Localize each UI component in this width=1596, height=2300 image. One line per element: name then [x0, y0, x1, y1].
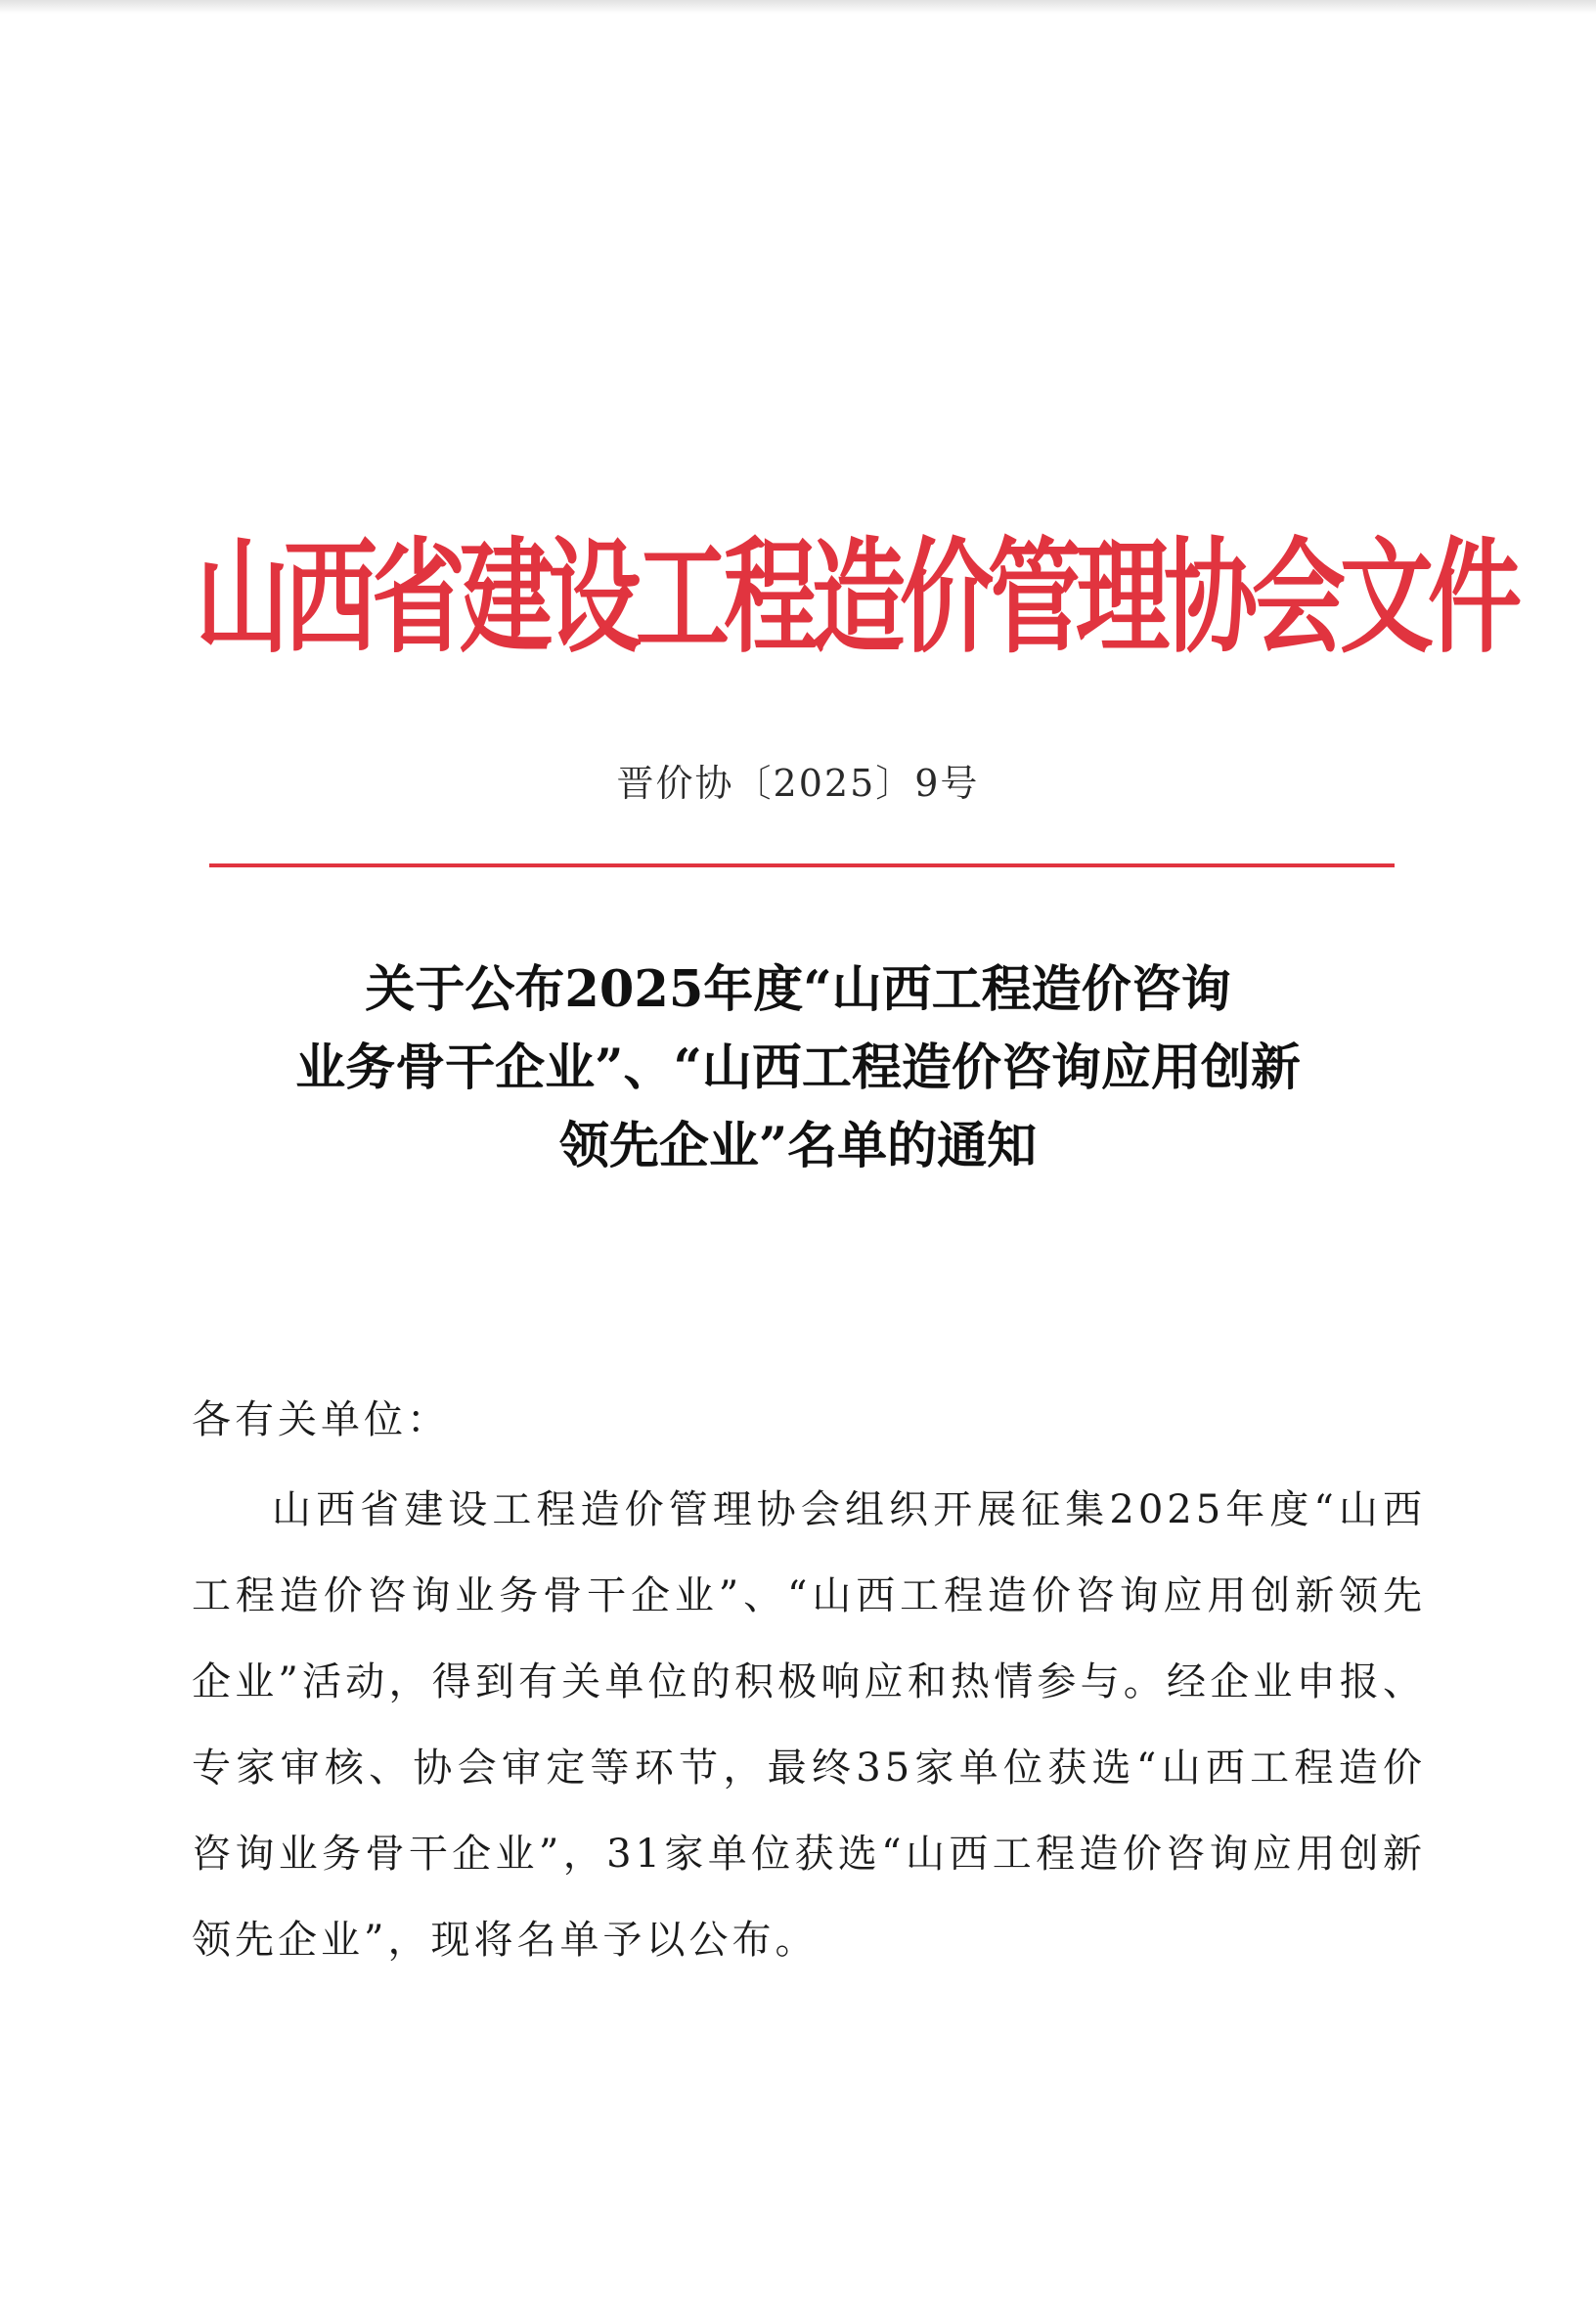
red-divider-line [209, 863, 1395, 867]
org-header: 山西省建设工程造价管理协会文件 [196, 525, 1516, 671]
notice-title [147, 951, 1449, 1185]
body-paragraph: 山西省建设工程造价管理协会组织开展征集2025年度“山西工程造价咨询业务骨干企业”、“山西工程造价咨询应用创新领先企业”活动，得到有关单位的积极响应和热情参与。经企业申报、专家审核、协会审定等环节，最终35家单位获选“山西工程造价咨询业务骨干企业”，31家单位获选“山西工程造价咨询应用创新领先企业”，现将名单予以公布。 [192, 1487, 1426, 1963]
salutation: 各有关单位： [192, 1397, 450, 1442]
notice-title-line-2: 业务骨干企业”、“山西工程造价咨询应用创新 [295, 1039, 1301, 1097]
scan-edge [0, 0, 1596, 14]
notice-title-line-3: 领先企业”名单的通知 [558, 1117, 1038, 1175]
document-number: 晋价协〔2025〕9号 [616, 762, 980, 805]
notice-title-line-1: 关于公布2025年度“山西工程造价咨询 [365, 960, 1231, 1019]
